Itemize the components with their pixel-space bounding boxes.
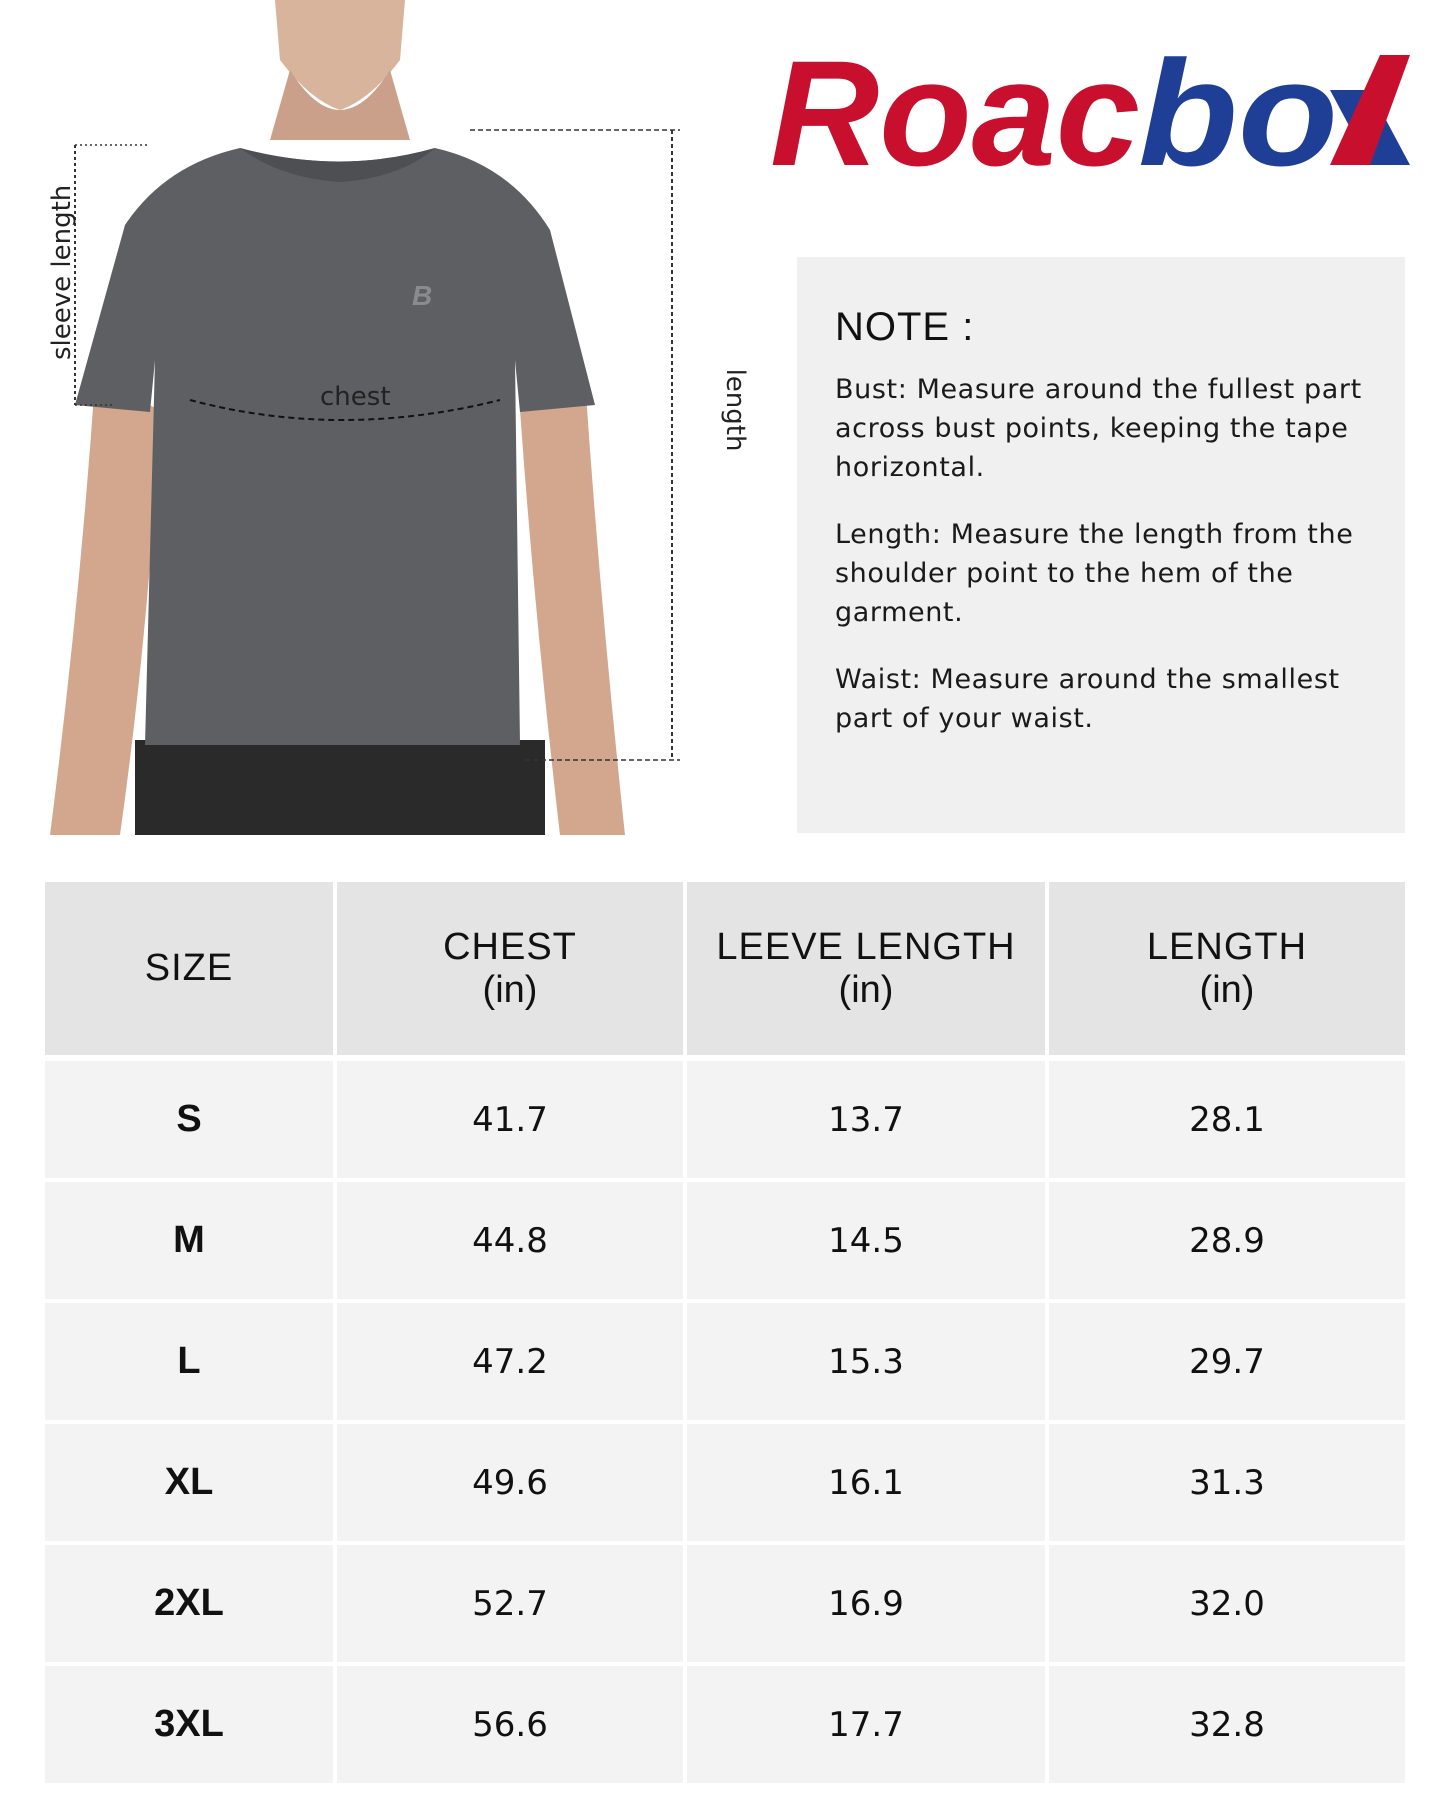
model-tshirt-illustration <box>40 0 760 835</box>
length-cell: 28.9 <box>1049 1182 1405 1299</box>
length-label: length <box>720 368 750 452</box>
header-chest-unit: (in) <box>482 968 538 1011</box>
header-chest <box>337 882 683 1055</box>
chest-cell: 41.7 <box>337 1061 683 1178</box>
table-row <box>45 1303 1405 1420</box>
header-length-label: LENGTH <box>1146 925 1308 968</box>
header-chest-label: CHEST <box>443 925 577 968</box>
table-row <box>45 1666 1405 1783</box>
sleeve-cell: 16.1 <box>687 1424 1045 1541</box>
note-bust-text: Bust: Measure around the fullest part across bust points, keeping the tape horizontal. <box>835 374 1362 483</box>
table-row <box>45 1061 1405 1178</box>
sleeve-cell: 15.3 <box>687 1303 1045 1420</box>
product-photo <box>40 0 760 835</box>
svg-text:Roac: Roac <box>770 35 1140 185</box>
size-cell: 2XL <box>45 1545 333 1662</box>
chest-cell: 44.8 <box>337 1182 683 1299</box>
size-cell: XL <box>45 1424 333 1541</box>
note-title: NOTE : <box>835 305 975 349</box>
length-cell: 32.8 <box>1049 1666 1405 1783</box>
header-length-unit: (in) <box>1199 968 1255 1011</box>
length-cell: 31.3 <box>1049 1424 1405 1541</box>
size-cell: M <box>45 1182 333 1299</box>
table-row <box>45 1545 1405 1662</box>
length-cell: 32.0 <box>1049 1545 1405 1662</box>
chest-cell: 56.6 <box>337 1666 683 1783</box>
header-sleeve <box>687 882 1045 1055</box>
table-row <box>45 1424 1405 1541</box>
length-cell: 29.7 <box>1049 1303 1405 1420</box>
sleeve-cell: 14.5 <box>687 1182 1045 1299</box>
size-cell: L <box>45 1303 333 1420</box>
size-chart-table <box>45 882 1405 1787</box>
table-header-row <box>45 882 1405 1055</box>
sleeve-cell: 17.7 <box>687 1666 1045 1783</box>
length-cell: 28.1 <box>1049 1061 1405 1178</box>
table-row <box>45 1182 1405 1299</box>
chest-cell: 47.2 <box>337 1303 683 1420</box>
header-size-label: SIZE <box>144 947 234 989</box>
note-waist-text: Waist: Measure around the smallest part of your waist. <box>835 664 1340 734</box>
sleeve-cell: 16.9 <box>687 1545 1045 1662</box>
svg-text:B: B <box>412 280 433 311</box>
chest-cell: 49.6 <box>337 1424 683 1541</box>
header-sleeve-label: LEEVE LENGTH <box>716 925 1016 968</box>
brand-logo <box>770 35 1410 185</box>
size-cell: S <box>45 1061 333 1178</box>
header-length <box>1049 882 1405 1055</box>
header-sleeve-unit: (in) <box>838 968 894 1011</box>
chest-cell: 52.7 <box>337 1545 683 1662</box>
note-length-text: Length: Measure the length from the shoulder point to the hem of the garment. <box>835 519 1354 628</box>
chest-label: chest <box>320 382 391 412</box>
note-panel <box>797 257 1405 833</box>
sleeve-length-label: sleeve length <box>47 184 77 360</box>
sleeve-cell: 13.7 <box>687 1061 1045 1178</box>
size-cell: 3XL <box>45 1666 333 1783</box>
header-size <box>45 882 333 1055</box>
svg-text:bo: bo <box>1138 35 1338 185</box>
